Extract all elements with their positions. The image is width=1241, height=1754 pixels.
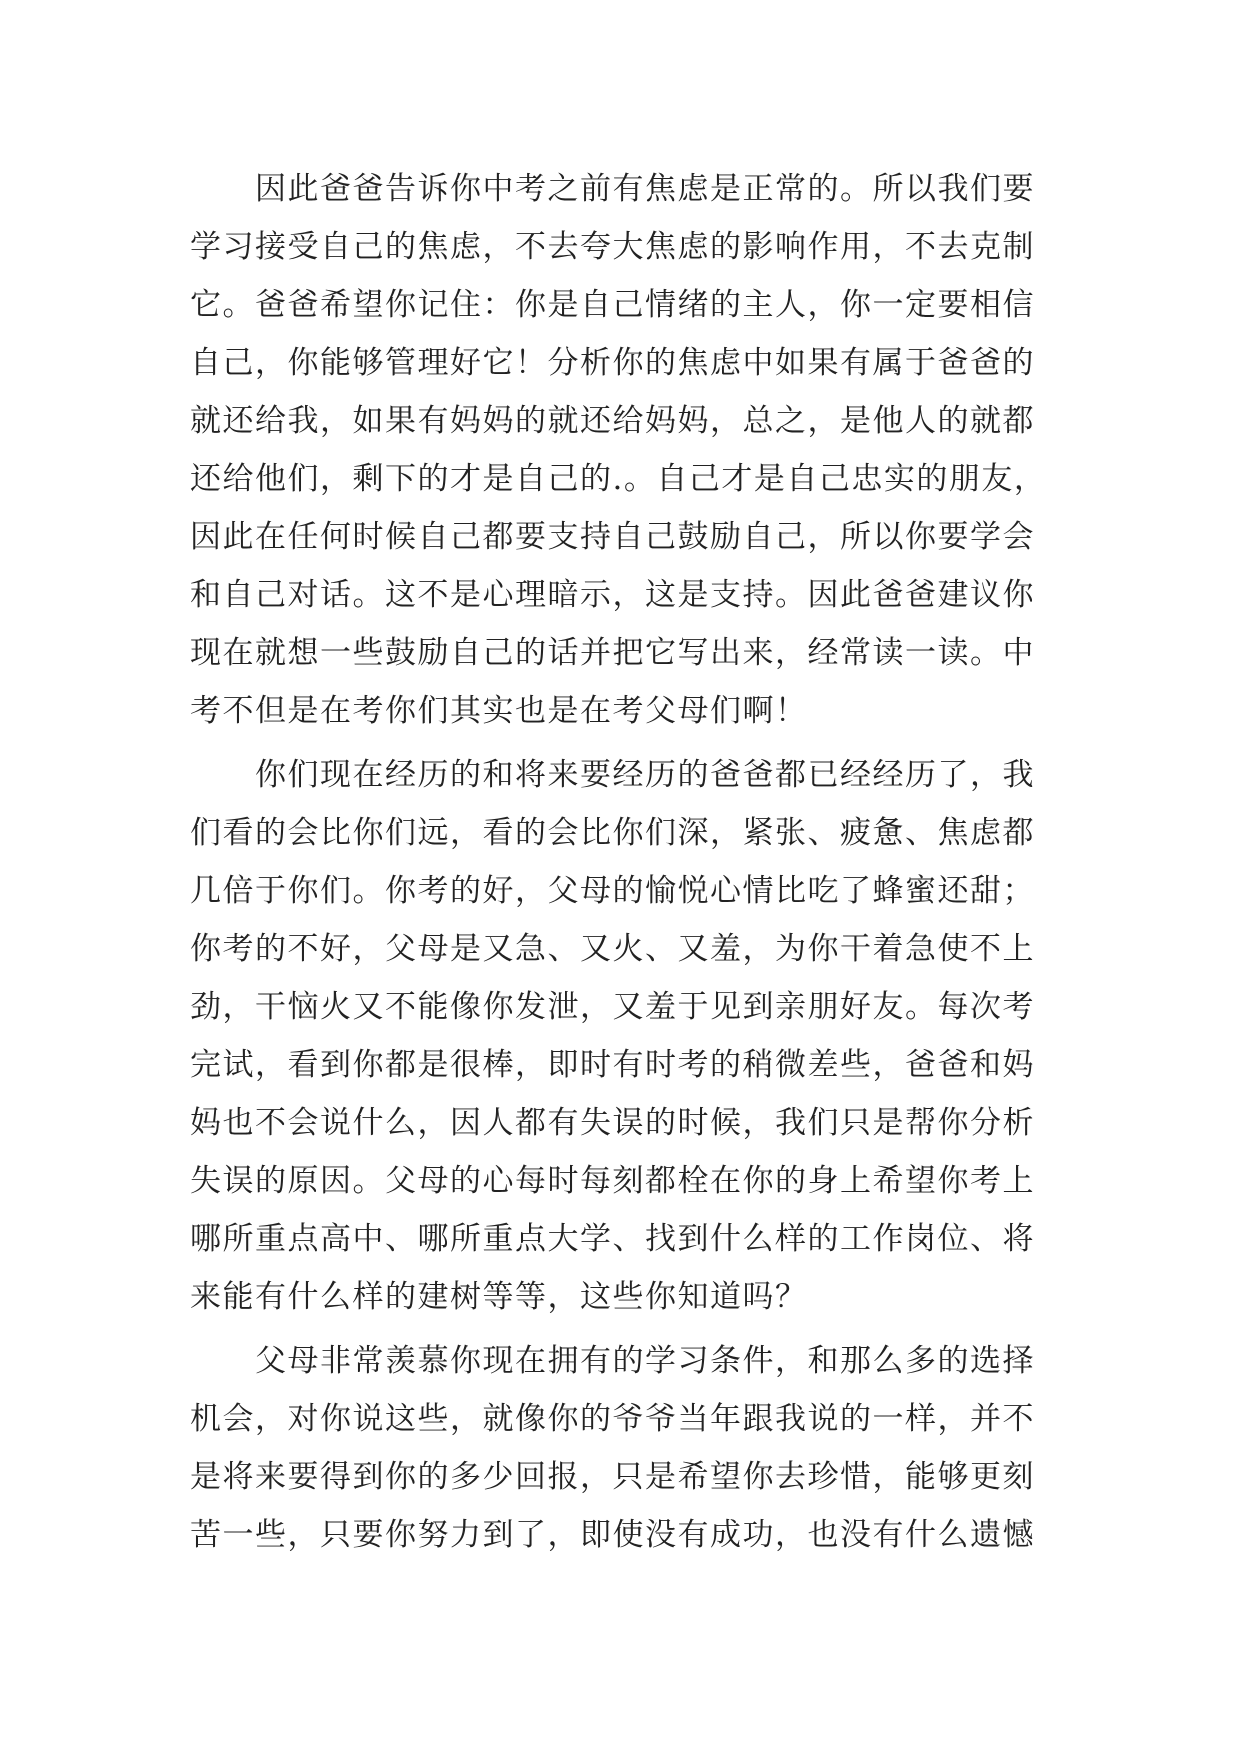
text-line: 妈也不会说什么，因人都有失误的时候，我们只是帮你分析 xyxy=(190,1105,1035,1141)
text-line: 学习接受自己的焦虑，不去夸大焦虑的影响作用，不去克制 xyxy=(190,229,1035,265)
text-line: 苦一些，只要你努力到了，即使没有成功，也没有什么遗憾 xyxy=(190,1517,1035,1553)
text-line: 就还给我，如果有妈妈的就还给妈妈，总之，是他人的就都 xyxy=(190,403,1035,439)
text-line: 自己，你能够管理好它！分析你的焦虑中如果有属于爸爸的 xyxy=(190,345,1035,381)
text-line: 因此在任何时候自己都要支持自己鼓励自己，所以你要学会 xyxy=(190,519,1035,555)
text-line: 们看的会比你们远，看的会比你们深，紧张、疲惫、焦虑都 xyxy=(190,815,1035,851)
text-line: 哪所重点高中、哪所重点大学、找到什么样的工作岗位、将 xyxy=(190,1221,1035,1257)
text-line: 几倍于你们。你考的好，父母的愉悦心情比吃了蜂蜜还甜； xyxy=(190,873,1035,909)
text-line: 劲，干恼火又不能像你发泄，又羞于见到亲朋好友。每次考 xyxy=(190,989,1035,1025)
text-line: 和自己对话。这不是心理暗示，这是支持。因此爸爸建议你 xyxy=(190,577,1035,613)
text-line: 机会，对你说这些，就像你的爷爷当年跟我说的一样，并不 xyxy=(190,1401,1035,1437)
text-line: 还给他们，剩下的才是自己的.。自己才是自己忠实的朋友， xyxy=(190,461,1047,497)
paragraph-3 xyxy=(190,1332,1060,1564)
paragraph-1 xyxy=(190,160,1060,740)
document-body xyxy=(190,160,1060,1564)
paragraph-2 xyxy=(190,746,1060,1326)
text-line: 因此爸爸告诉你中考之前有焦虑是正常的。所以我们要 xyxy=(190,171,1035,207)
text-line: 现在就想一些鼓励自己的话并把它写出来，经常读一读。中 xyxy=(190,635,1035,671)
text-line: 你考的不好，父母是又急、又火、又羞，为你干着急使不上 xyxy=(190,931,1035,967)
text-line: 它。爸爸希望你记住：你是自己情绪的主人，你一定要相信 xyxy=(190,287,1035,323)
text-line: 来能有什么样的建树等等，这些你知道吗？ xyxy=(190,1279,808,1315)
text-line: 完试，看到你都是很棒，即时有时考的稍微差些，爸爸和妈 xyxy=(190,1047,1035,1083)
text-line: 考不但是在考你们其实也是在考父母们啊！ xyxy=(190,693,808,729)
text-line: 失误的原因。父母的心每时每刻都栓在你的身上希望你考上 xyxy=(190,1163,1035,1199)
text-line: 你们现在经历的和将来要经历的爸爸都已经经历了，我 xyxy=(190,757,1035,793)
text-line: 父母非常羡慕你现在拥有的学习条件，和那么多的选择 xyxy=(190,1343,1035,1379)
text-line: 是将来要得到你的多少回报，只是希望你去珍惜，能够更刻 xyxy=(190,1459,1035,1495)
